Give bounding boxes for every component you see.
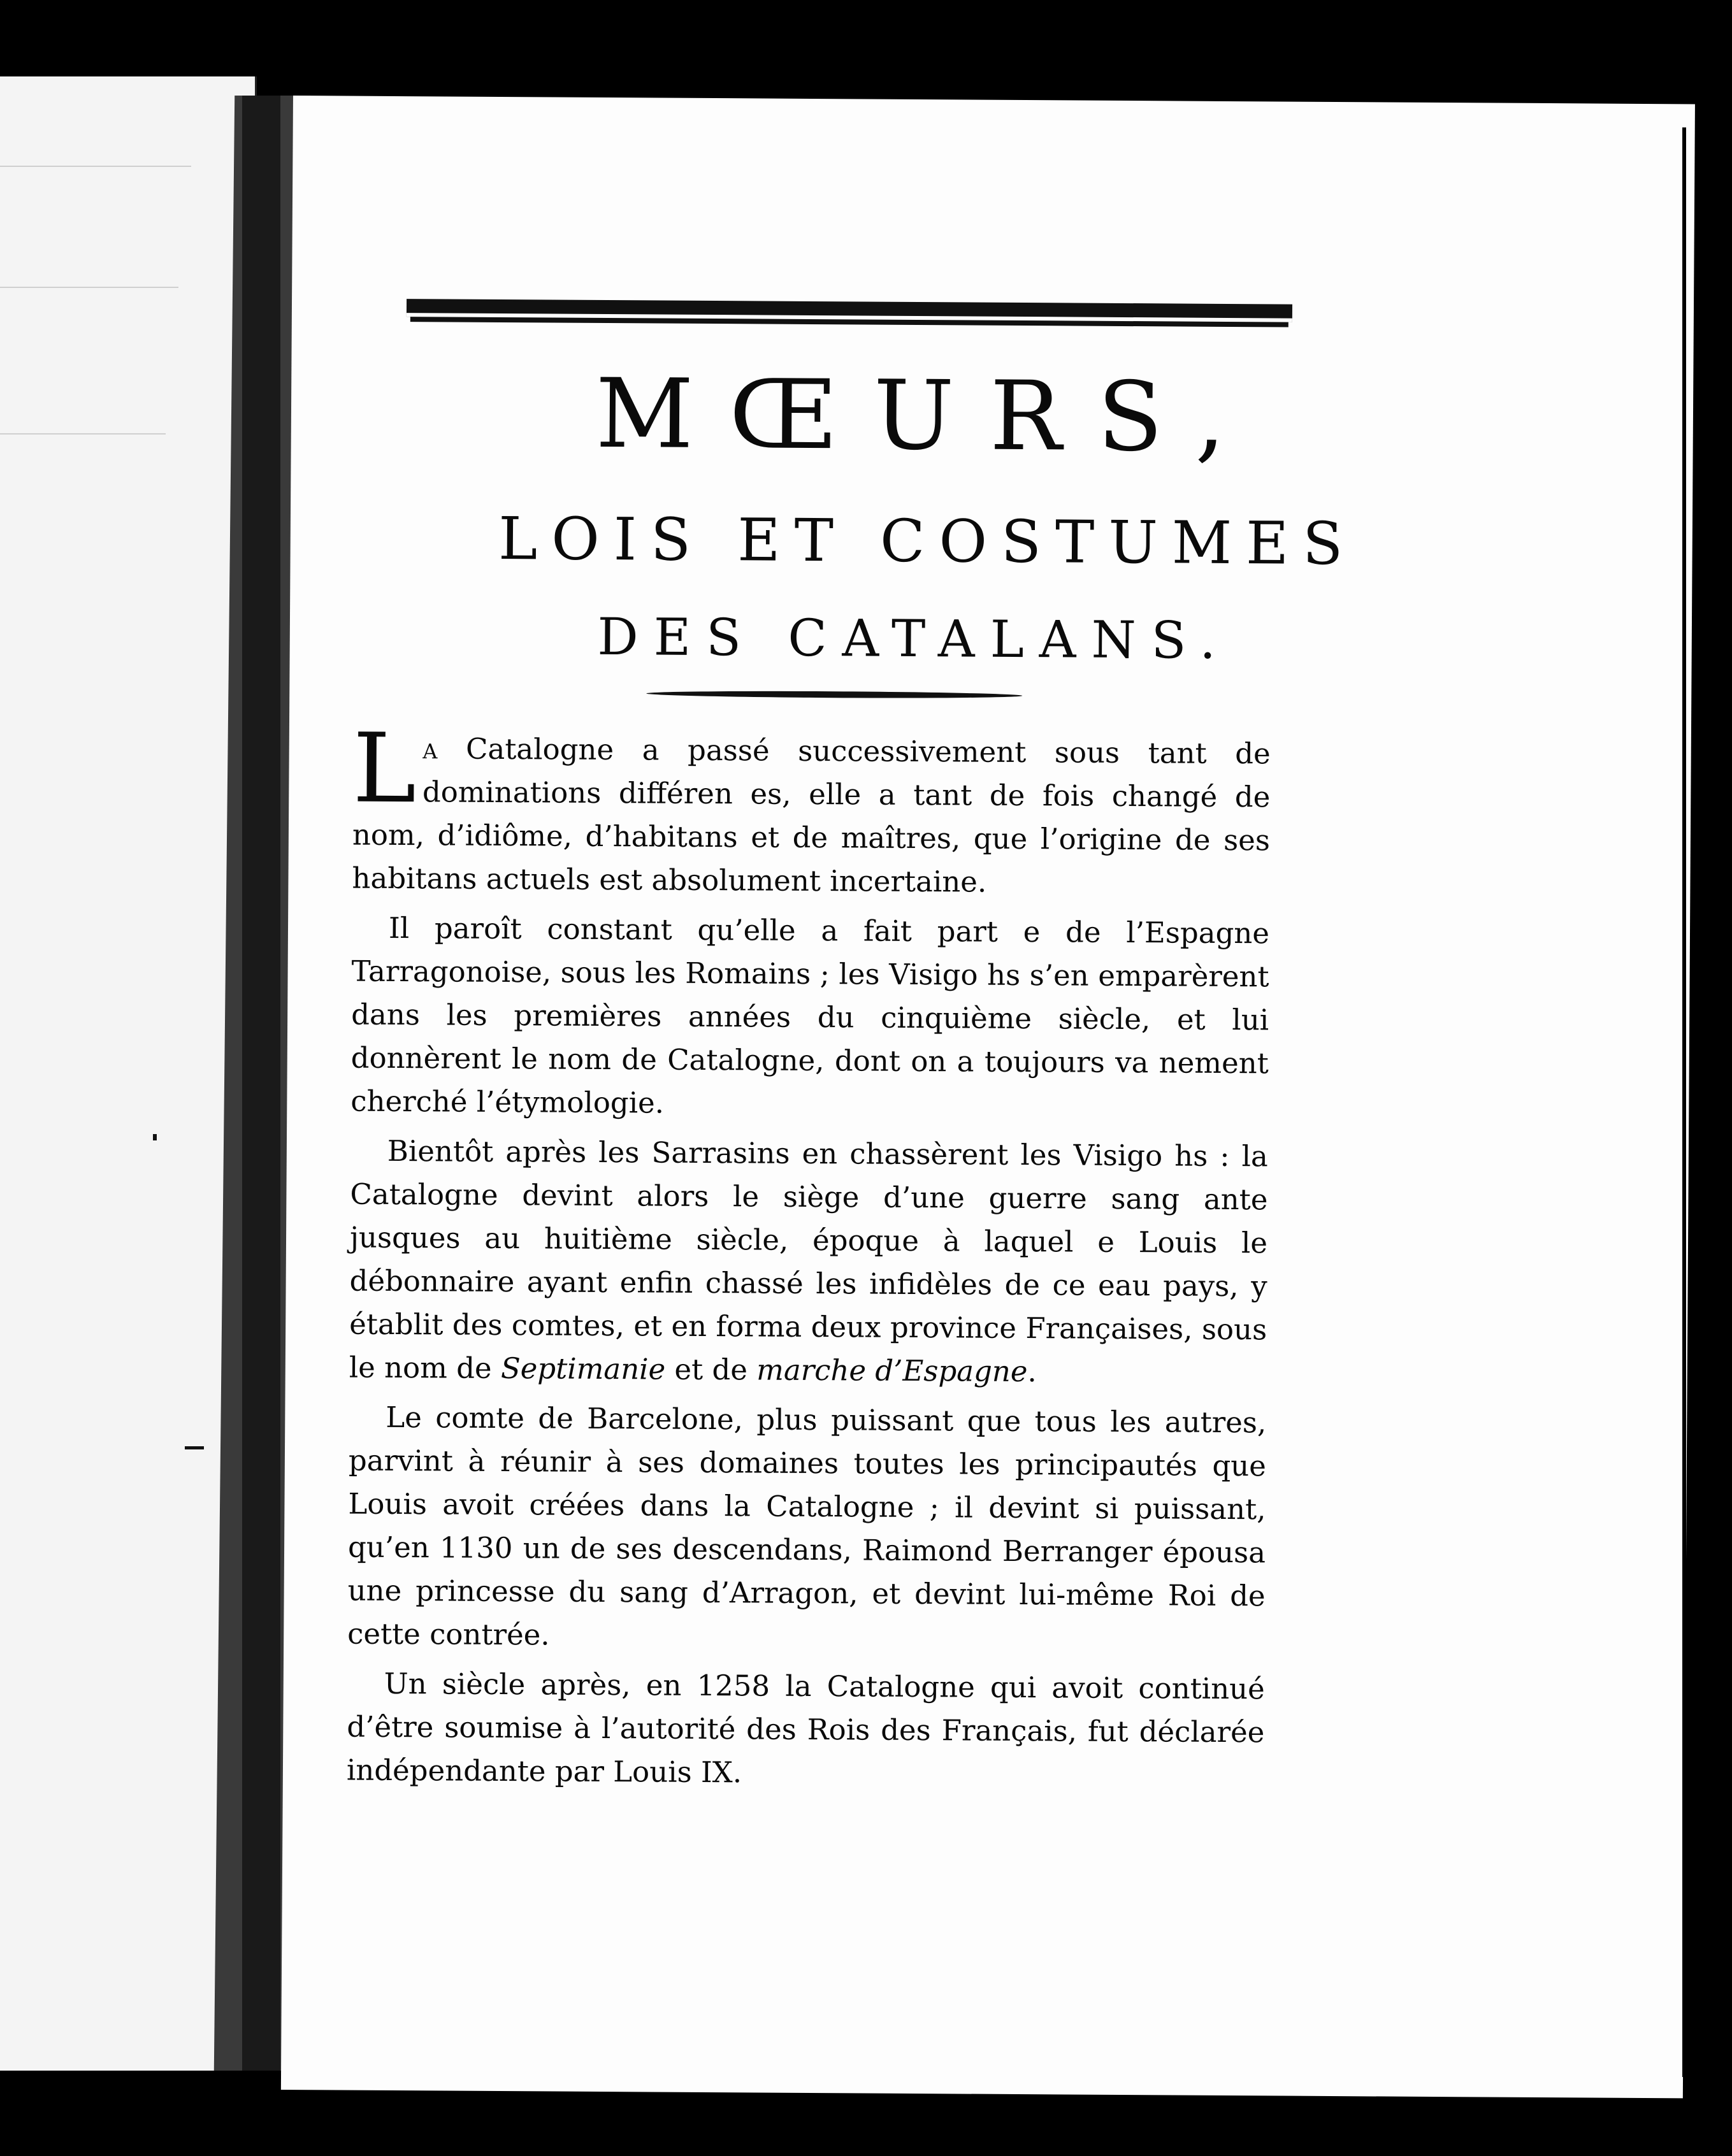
paragraph-text: Bientôt après les Sarrasins en chassèrent les Visigo hs : la Catalogne devint alors le siège d’une guerre sang ante jusques au huitième siècle, époque à laquel e Louis le débonnaire ayant enfin chassé les infidèles de ce eau pays, y établit des comtes, et en forma deux province Françaises, sous le nom de bbox=[349, 1133, 1269, 1386]
body-text bbox=[346, 713, 1271, 1804]
paragraph-2 bbox=[350, 907, 1269, 1129]
paragraph-3 bbox=[349, 1130, 1268, 1395]
paragraph-5 bbox=[347, 1662, 1265, 1798]
paragraph-text: Le comte de Barcelone, plus puissant que tous les autres, parvint à réunir à ses domaines toutes les principautés que Louis avoit créées dans la Catalogne ; il devint si puissant, qu’en 1130 un de ses descendans, Raimond Berranger épousa une princesse du sang d’Arragon, et devint lui-même Roi de cette contrée. bbox=[347, 1400, 1267, 1652]
drop-cap: L bbox=[352, 713, 417, 825]
ornamental-rule-top bbox=[407, 299, 1292, 322]
book-page bbox=[281, 96, 1695, 2098]
small-caps-lead: a bbox=[422, 731, 438, 766]
scan-speck bbox=[153, 1134, 157, 1140]
paragraph-text: Catalogne a passé successivement sous tant de dominations différen es, elle a tant de fois changé de nom, d’idiôme, d’habitans et de maîtres, que l’origine de ses habitans actuels est absolument incertaine. bbox=[352, 731, 1271, 899]
paragraph-text-conj: et de bbox=[665, 1352, 757, 1387]
bleed-through-line bbox=[0, 287, 178, 288]
paragraph-4 bbox=[347, 1396, 1266, 1662]
paragraph-text-end: . bbox=[1027, 1355, 1037, 1389]
page-subtitle-line-1: LOIS ET COSTUMES bbox=[498, 504, 1357, 579]
bleed-through-line bbox=[0, 166, 191, 167]
page-title: MŒURS, bbox=[595, 358, 1262, 474]
page-subtitle-line-2: DES CATALANS. bbox=[597, 607, 1232, 671]
divider-rule bbox=[646, 690, 1022, 699]
italic-term-marche: marche d’Espagne bbox=[756, 1353, 1028, 1389]
page-edge-shadow bbox=[1682, 127, 1686, 2077]
bleed-through-line bbox=[0, 433, 166, 435]
scan-speck bbox=[185, 1446, 204, 1449]
paragraph-text: Il paroît constant qu’elle a fait part e de l’Espagne Tarragonoise, sous les Romains ; les Visigo hs s’en emparèrent dans les premières années du cinquième siècle, et lui donnèrent le nom de Catalogne, dont on a toujours va nement cherché l’étymologie. bbox=[350, 910, 1270, 1120]
italic-term-septimanie: Septimanie bbox=[500, 1351, 666, 1386]
paragraph-1 bbox=[352, 713, 1271, 906]
paragraph-text: Un siècle après, en 1258 la Catalogne qui avoit continué d’être soumise à l’autorité des Rois des Français, fut déclarée indépendante par Louis IX. bbox=[346, 1666, 1265, 1790]
gutter-shadow bbox=[242, 96, 280, 2071]
